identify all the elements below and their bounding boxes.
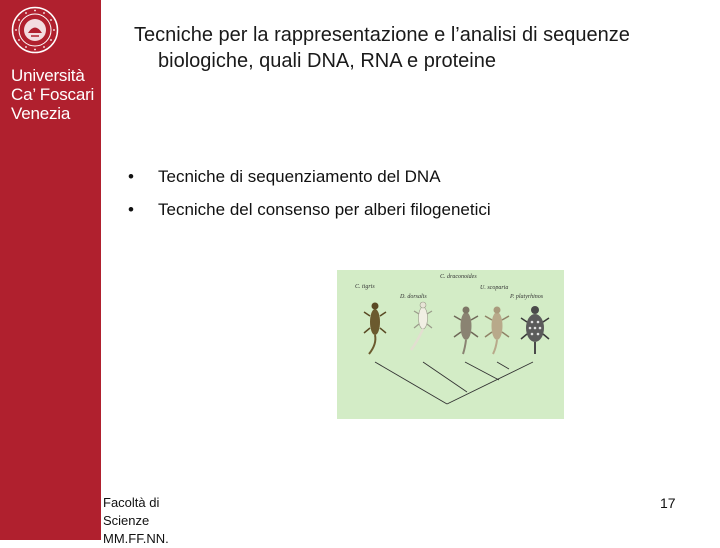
phylogenetic-tree-figure bbox=[337, 270, 564, 419]
university-name-line-3: Venezia bbox=[11, 104, 71, 123]
label-c-draconoides: C. draconoides bbox=[440, 274, 477, 280]
university-sidebar bbox=[0, 0, 101, 540]
lizard-d-dorsalis-icon bbox=[411, 302, 432, 350]
lizard-c-tigris-icon bbox=[364, 303, 386, 355]
bullet-text: Tecniche del consenso per alberi filogenetici bbox=[158, 200, 491, 219]
lizard-tree-illustration bbox=[337, 270, 564, 419]
university-name-line-2: Ca’ Foscari bbox=[11, 85, 95, 104]
university-name bbox=[11, 66, 94, 123]
faculty-line-3: MM.FF.NN. bbox=[103, 531, 169, 546]
slide-title bbox=[134, 22, 694, 74]
university-name-line-1: Università bbox=[11, 66, 85, 85]
faculty-line-2: Scienze bbox=[103, 513, 150, 528]
bullet-item bbox=[128, 200, 491, 233]
faculty-line-1: Facoltà di bbox=[103, 495, 160, 510]
university-seal-icon bbox=[11, 6, 59, 54]
tree-branches bbox=[375, 362, 533, 404]
lizard-c-draconoides-icon bbox=[454, 307, 478, 355]
label-p-platyrhinos: P. platyrhinos bbox=[510, 294, 544, 300]
label-c-tigris: C. tigris bbox=[355, 284, 375, 290]
label-u-scoparia: U. scoparia bbox=[480, 285, 509, 291]
bullet-marker: • bbox=[128, 200, 134, 219]
bullet-list bbox=[128, 167, 491, 233]
lizard-u-scoparia-icon bbox=[485, 307, 509, 355]
bullet-item bbox=[128, 167, 491, 200]
page-number: 17 bbox=[660, 495, 676, 511]
slide-title-text: Tecniche per la rappresentazione e l’analisi di sequenze biologiche, quali DNA, RNA e proteine bbox=[134, 24, 630, 72]
lizard-p-platyrhinos-icon bbox=[521, 306, 549, 354]
bullet-text: Tecniche di sequenziamento del DNA bbox=[158, 167, 441, 186]
bullet-marker: • bbox=[128, 167, 134, 186]
label-d-dorsalis: D. dorsalis bbox=[400, 294, 427, 300]
